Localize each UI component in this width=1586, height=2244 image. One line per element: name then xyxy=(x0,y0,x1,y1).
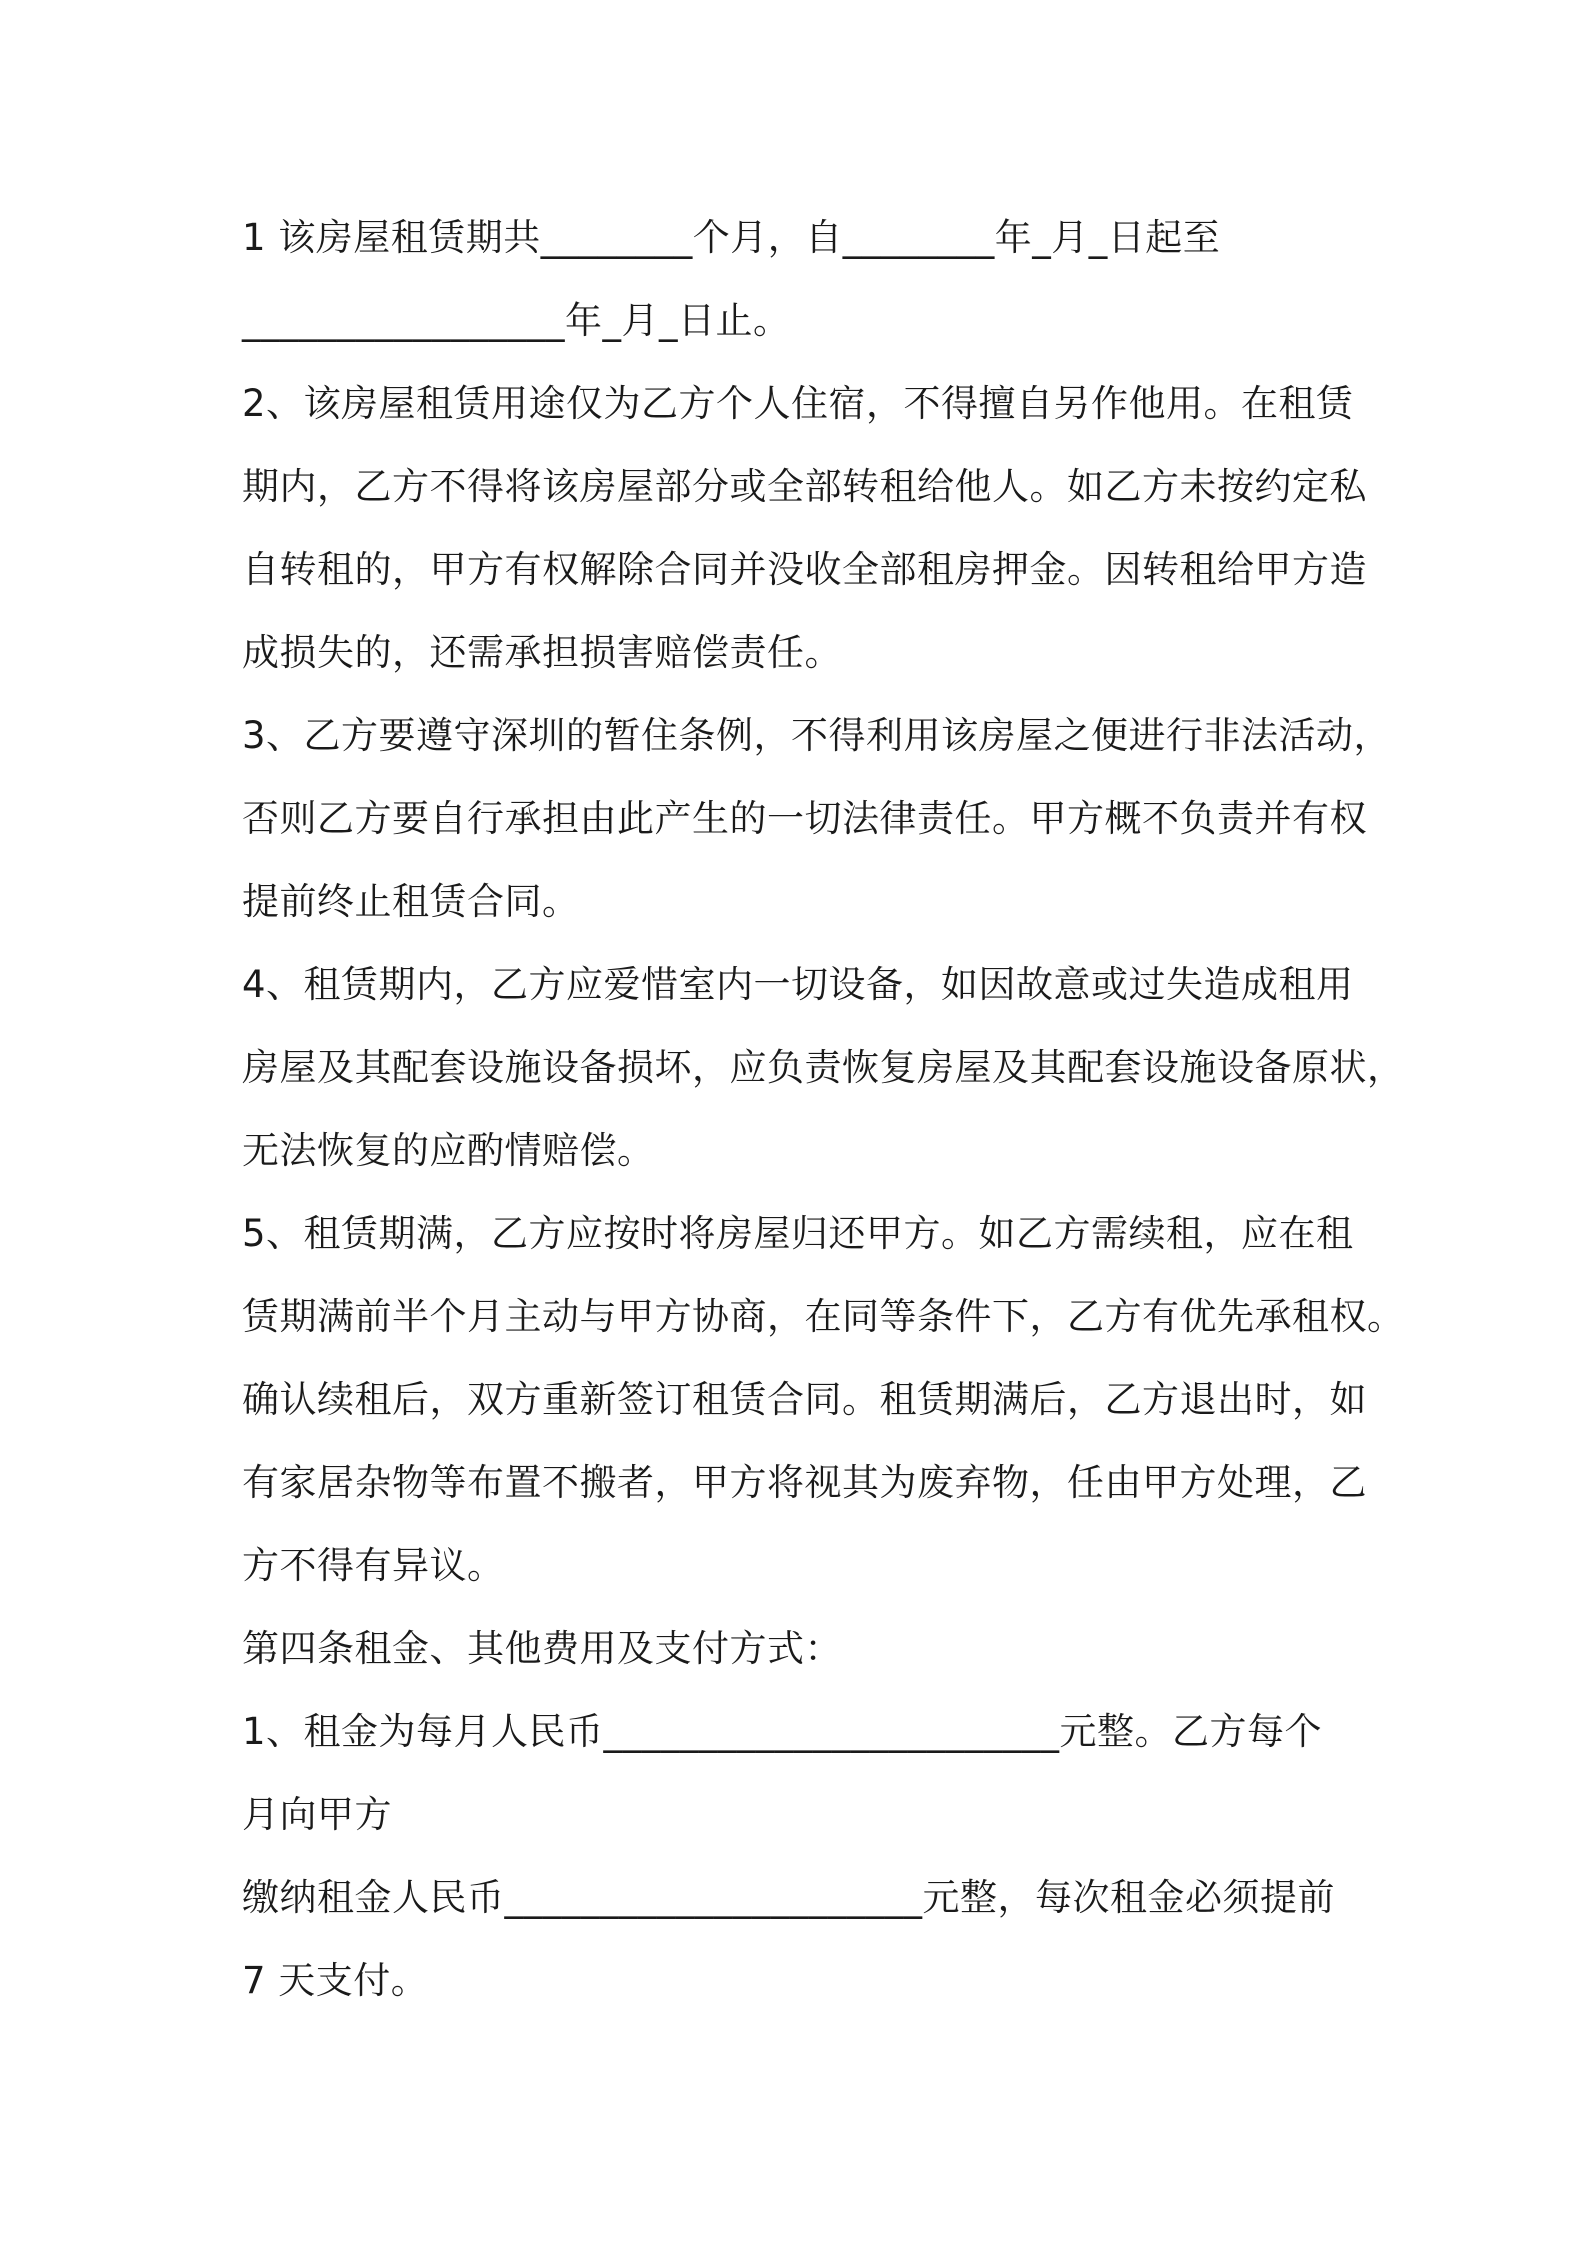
text-line: 提前终止租赁合同。 xyxy=(242,880,580,923)
text-line: 期内，乙方不得将该房屋部分或全部转租给他人。如乙方未按约定私 xyxy=(242,465,1367,508)
text-line: 成损失的，还需承担损害赔偿责任。 xyxy=(242,631,842,674)
text-line: 否则乙方要自行承担由此产生的一切法律责任。甲方概不负责并有权 xyxy=(242,797,1367,840)
text-line-term: 1 该房屋租赁期共________个月，自________年_月_日起至 xyxy=(242,216,1221,259)
text-line: 自转租的，甲方有权解除合同并没收全部租房押金。因转租给甲方造 xyxy=(242,548,1367,591)
text-line: 方不得有异议。 xyxy=(242,1544,505,1587)
text-line-clause-5: 5、租赁期满，乙方应按时将房屋归还甲方。如乙方需续租，应在租 xyxy=(242,1212,1354,1255)
text-line-clause-3: 3、乙方要遵守深圳的暂住条例，不得利用该房屋之便进行非法活动， xyxy=(242,714,1392,757)
text-line-clause-2: 2、该房屋租赁用途仅为乙方个人住宿，不得擅自另作他用。在租赁 xyxy=(242,382,1354,425)
text-line: 7 天支付。 xyxy=(242,1959,429,2002)
text-line-term-end: _________________年_月_日止。 xyxy=(242,299,791,342)
document-body xyxy=(242,196,1405,2022)
text-line: 确认续租后，双方重新签订租赁合同。租赁期满后，乙方退出时，如 xyxy=(242,1378,1367,1421)
text-line-rent-payment: 缴纳租金人民币______________________元整，每次租金必须提前 xyxy=(242,1876,1335,1919)
text-line: 无法恢复的应酌情赔偿。 xyxy=(242,1129,655,1172)
text-line: 有家居杂物等布置不搬者，甲方将视其为废弃物，任由甲方处理，乙 xyxy=(242,1461,1367,1504)
text-line-clause-4: 4、租赁期内，乙方应爱惜室内一切设备，如因故意或过失造成租用 xyxy=(242,963,1354,1006)
text-line: 月向甲方 xyxy=(242,1793,392,1836)
text-line: 房屋及其配套设施设备损坏，应负责恢复房屋及其配套设施设备原状， xyxy=(242,1046,1405,1089)
section-heading-article-4: 第四条租金、其他费用及支付方式： xyxy=(242,1627,842,1670)
text-line-rent-clause-1: 1、租金为每月人民币________________________元整。乙方每个 xyxy=(242,1710,1323,1753)
text-line: 赁期满前半个月主动与甲方协商，在同等条件下，乙方有优先承租权。 xyxy=(242,1295,1405,1338)
